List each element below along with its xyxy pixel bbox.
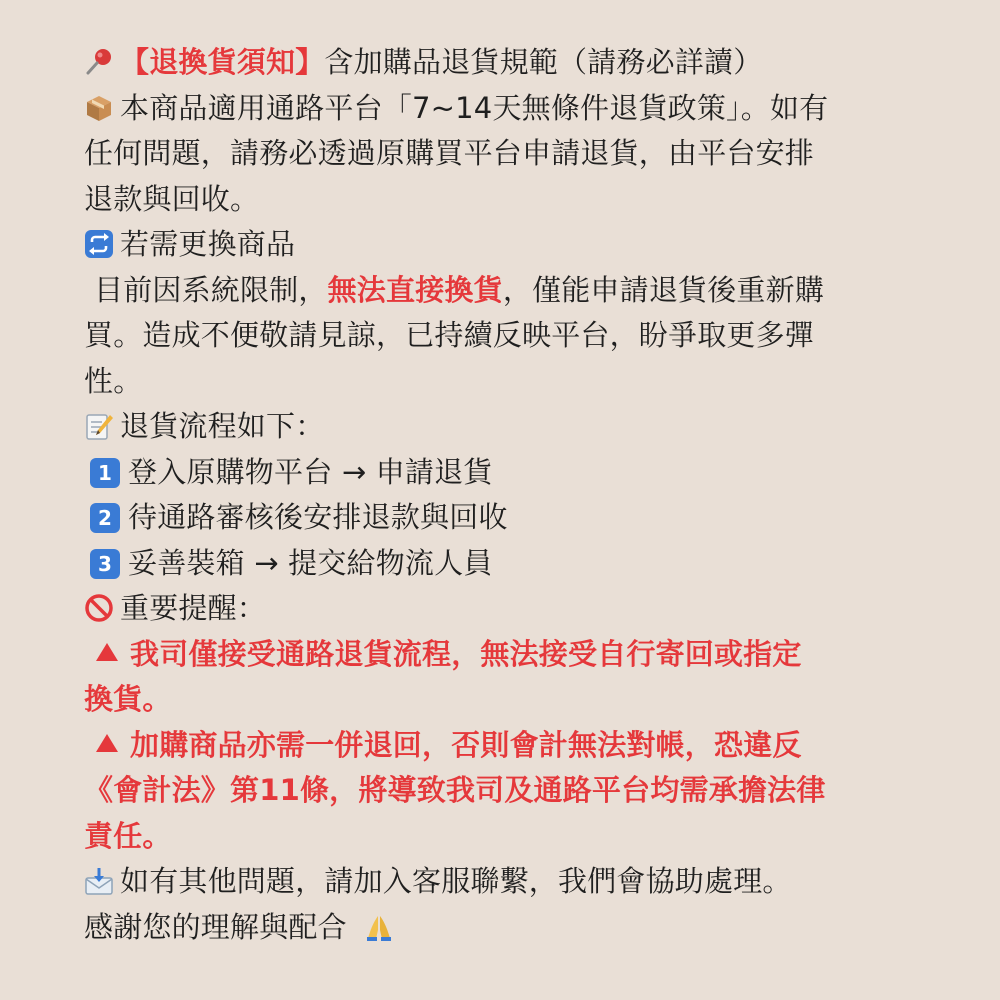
contact-line-2 xyxy=(84,905,914,951)
exchange-heading-text: 若需更換商品 xyxy=(120,227,296,261)
important-note-2-line-3: 責任。 xyxy=(84,818,172,853)
contact-text-1: 如有其他問題，請加入客服聯繫，我們會協助處理。 xyxy=(120,864,792,898)
important-note-1-line-1 xyxy=(84,632,914,678)
process-heading xyxy=(84,404,914,450)
important-note-2-line-1 xyxy=(84,723,914,769)
title-rest: 含加購品退貨規範（請務必詳讀） xyxy=(324,45,763,79)
process-heading-text: 退貨流程如下： xyxy=(120,409,325,443)
warning-triangle-icon xyxy=(96,643,118,661)
notice-title xyxy=(84,40,914,86)
step-number-badge: 3 xyxy=(90,549,120,579)
process-step-text: 待通路審核後安排退款與回收 xyxy=(128,500,508,534)
prohibited-icon xyxy=(84,593,114,623)
important-note-2-line-2: 《會計法》第11條，將導致我司及通路平台均需承擔法律 xyxy=(84,773,826,807)
thanks-text: 感謝您的理解與配合 xyxy=(84,909,347,944)
praying-hands-icon xyxy=(364,912,394,942)
process-step-3 xyxy=(84,541,914,587)
exchange-heading xyxy=(84,222,914,268)
process-step-2 xyxy=(84,495,914,541)
exchange-line-3: 性。 xyxy=(84,363,143,398)
exchange-text-pre: 目前因系統限制， xyxy=(94,272,328,307)
contact-line-1 xyxy=(84,859,914,905)
important-heading-text: 重要提醒： xyxy=(120,591,267,625)
repeat-icon xyxy=(84,229,114,259)
process-step-text: 登入原購物平台 → 申請退貨 xyxy=(128,454,493,489)
title-bracket: 【退換貨須知】 xyxy=(120,45,325,79)
memo-icon xyxy=(84,411,114,441)
step-number-badge: 2 xyxy=(90,503,120,533)
policy-line-1 xyxy=(84,86,914,132)
important-note-text: 我司僅接受通路退貨流程，無法接受自行寄回或指定 xyxy=(130,636,802,671)
process-step-text: 妥善裝箱 → 提交給物流人員 xyxy=(128,545,493,580)
policy-text-1: 本商品適用通路平台「7~14天無條件退貨政策」。如有 xyxy=(120,90,829,125)
step-number-badge: 1 xyxy=(90,458,120,488)
important-heading xyxy=(84,586,914,632)
warning-triangle-icon xyxy=(96,734,118,752)
exchange-text-post: ，僅能申請退貨後重新購 xyxy=(502,272,825,307)
policy-line-3: 退款與回收。 xyxy=(84,181,260,216)
package-icon xyxy=(84,93,114,123)
process-step-1 xyxy=(84,450,914,496)
pushpin-icon xyxy=(84,47,114,77)
return-notice xyxy=(84,40,914,950)
exchange-line-1 xyxy=(84,268,914,314)
envelope-icon xyxy=(84,866,114,896)
exchange-line-2: 買。造成不便敬請見諒，已持續反映平台，盼爭取更多彈 xyxy=(84,318,815,352)
important-note-1-line-2: 換貨。 xyxy=(84,682,172,716)
policy-line-2: 任何問題，請務必透過原購買平台申請退貨，由平台安排 xyxy=(84,136,815,170)
no-direct-exchange: 無法直接換貨 xyxy=(327,272,503,307)
important-note-text: 加購商品亦需一併退回，否則會計無法對帳，恐違反 xyxy=(130,727,802,762)
